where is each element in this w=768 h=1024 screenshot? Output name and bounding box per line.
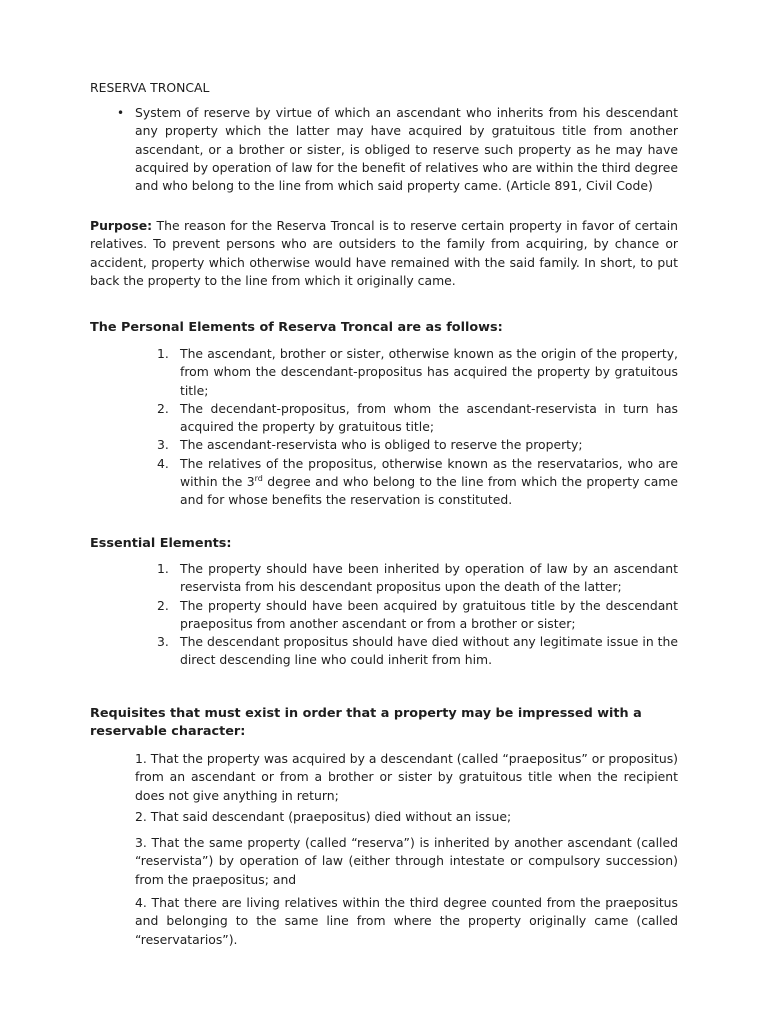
list-item-text: The descendant propositus should have died without any legitimate issue in the direct descending line who could inherit from him. xyxy=(180,634,678,668)
list-item-text: The property should have been inherited by operation of law by an ascendant reservista from his descendant propositus upon the death of the latter; xyxy=(180,561,678,595)
purpose-paragraph xyxy=(90,217,678,290)
list-number: 1. xyxy=(157,561,169,576)
personal-elements-list xyxy=(157,345,678,510)
definition-paragraph: System of reserve by virtue of which an ascendant who inherits from his descendant any property which the latter may have acquired by gratuitous title from another ascendant, or a brother or sister, is obliged to reserve such property as he may have acquired by operation of law for the benefit of relatives who are within the third degree and who belong to the line from which said property came. (Article 891, Civil Code) xyxy=(135,105,678,194)
list-item-text-part: degree and who belong to the line from which the property came and for whose benefits the reservation is constituted. xyxy=(180,474,678,508)
list-item xyxy=(157,345,678,400)
list-number: 4. xyxy=(157,455,169,471)
ordinal-suffix: rd xyxy=(254,473,263,483)
document-title: RESERVA TRONCAL xyxy=(90,80,210,95)
list-item-text: The ascendant-reservista who is obliged to reserve the property; xyxy=(180,437,583,453)
list-item-text: The decendant-propositus, from whom the ascendant-reservista in turn has acquired the property by gratuitous title; xyxy=(180,400,678,435)
list-number: 1. xyxy=(157,346,169,361)
list-number: 3. xyxy=(157,634,169,650)
list-item-text-part: The relatives of the propositus, otherwise known as the reservatarios, who are within the 3 xyxy=(180,455,678,490)
list-item xyxy=(157,560,678,597)
list-item-text xyxy=(180,456,678,508)
requisite-item: 1. That the property was acquired by a descendant (called “praepositus” or propositus) from an ascendant or from a brother or sister by gratuitous title when the recipient does not give anything in return; xyxy=(135,751,679,803)
purpose-text: The reason for the Reserva Troncal is to reserve certain property in favor of certain relatives. To prevent persons who are outsiders to the family from acquiring, by chance or accident, property which otherwise would have remained with the said family. In short, to put back the property to the line from which it originally came. xyxy=(90,218,678,288)
list-item xyxy=(157,400,678,437)
list-item-text: The property should have been acquired by gratuitous title by the descendant praepositus from another ascendant or from a brother or sister; xyxy=(180,597,678,631)
list-item xyxy=(157,455,678,510)
bullet-icon: • xyxy=(117,106,125,120)
list-number: 2. xyxy=(157,597,169,613)
requisite-item: 2. That said descendant (praepositus) died without an issue; xyxy=(135,809,512,824)
list-item xyxy=(157,633,678,670)
requisite-item: 3. That the same property (called “reserva”) is inherited by another ascendant (called “reservista”) by operation of law (either through intestate or compulsory succession) from the praepositus; and xyxy=(135,835,678,887)
requisites-heading: Requisites that must exist in order that a property may be impressed with a reservable character: xyxy=(90,706,642,740)
personal-elements-heading: The Personal Elements of Reserva Troncal are as follows: xyxy=(90,320,503,335)
list-number: 2. xyxy=(157,400,169,416)
purpose-label: Purpose: xyxy=(90,218,153,233)
essential-elements-list xyxy=(157,560,678,670)
list-item xyxy=(157,597,678,634)
list-number: 3. xyxy=(157,437,169,453)
list-item xyxy=(157,436,678,454)
essential-elements-heading: Essential Elements: xyxy=(90,536,232,551)
requisite-item: 4. That there are living relatives within the third degree counted from the praepositus and belonging to the same line from where the property originally came (called “reservatarios”). xyxy=(135,895,678,947)
list-item-text: The ascendant, brother or sister, otherwise known as the origin of the property, from whom the descendant-propositus has acquired the property by gratuitous title; xyxy=(180,346,678,398)
